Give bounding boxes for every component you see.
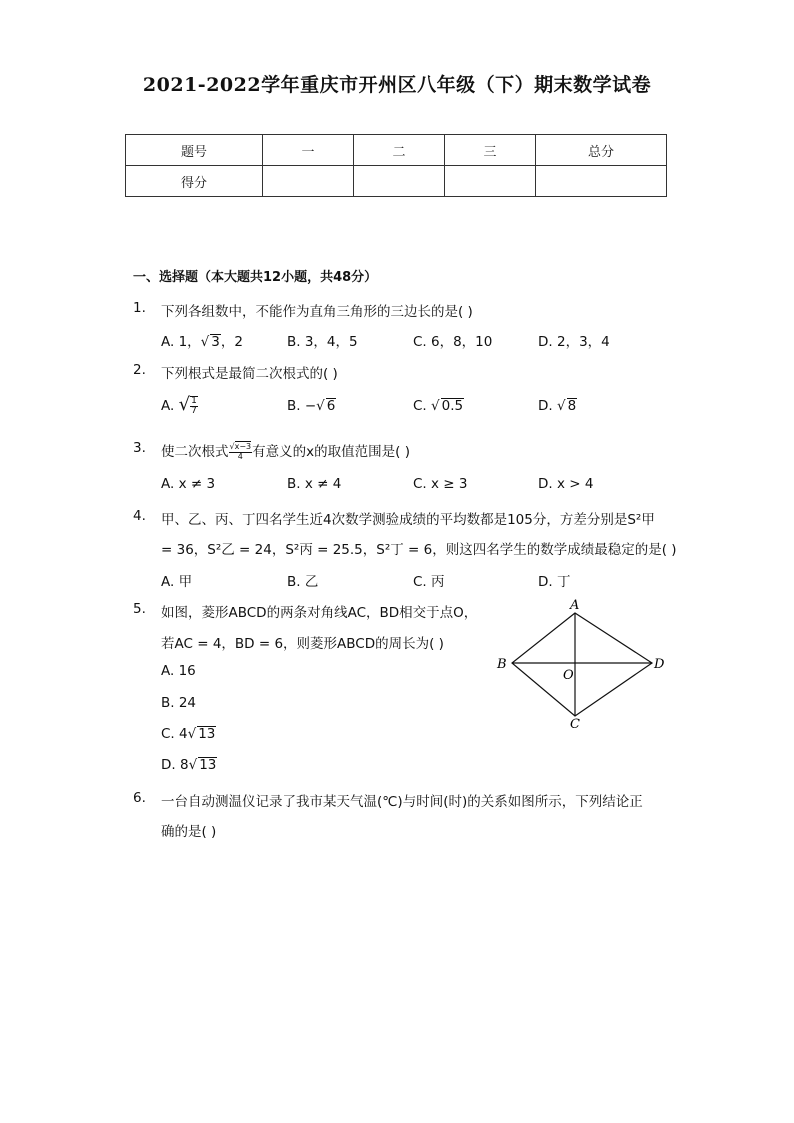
paper-title: 2021-2022学年重庆市开州区八年级（下）期末数学试卷 [142, 74, 652, 96]
question-text: 有意义的x的取值范围是( ) [252, 444, 410, 460]
header-cell: 三 [445, 135, 536, 166]
question-text-wrap [161, 440, 410, 461]
option-a[interactable]: A. 16 [161, 663, 196, 679]
fraction-numerator: 1 [191, 395, 197, 406]
option-b[interactable]: B. 3，4，5 [287, 334, 358, 350]
option-d[interactable]: D. 丁 [538, 574, 571, 590]
sqrt-symbol: √ [556, 398, 566, 414]
center-label-o: O [563, 668, 574, 683]
option-c[interactable]: C. x ≥ 3 [413, 476, 468, 492]
option-text: C. [413, 398, 427, 414]
fraction-numerator: x−3 [234, 442, 252, 452]
section-heading: 一、选择题（本大题共12小题，共48分） [133, 270, 378, 285]
fraction-denominator: 4 [237, 451, 243, 461]
sqrt-symbol: √ [188, 757, 198, 773]
question-number: 2. [133, 362, 146, 378]
option-text: C. 4 [161, 726, 188, 742]
score-table [125, 134, 667, 197]
vertex-label-b: B [497, 657, 507, 672]
sqrt-symbol: √ [178, 394, 191, 415]
option-a[interactable] [161, 394, 198, 416]
option-b[interactable]: B. 乙 [287, 574, 319, 590]
radicand: 6 [326, 398, 336, 414]
header-cell: 一 [263, 135, 354, 166]
header-cell: 二 [354, 135, 445, 166]
option-a[interactable]: A. 甲 [161, 574, 193, 590]
option-b[interactable]: B. x ≠ 4 [287, 476, 342, 492]
option-b[interactable] [287, 398, 336, 414]
option-d[interactable]: D. 2，3，4 [538, 334, 610, 350]
question-number: 4. [133, 508, 146, 524]
option-a[interactable] [161, 330, 243, 350]
vertex-label-d: D [654, 657, 665, 672]
vertex-label-c: C [570, 717, 580, 730]
option-d[interactable] [538, 398, 577, 414]
option-text: A. [161, 398, 175, 414]
question-text: 下列各组数中，不能作为直角三角形的三边长的是( ) [161, 304, 473, 320]
rhombus-diagram [490, 595, 670, 730]
radicand: 3 [211, 334, 220, 350]
fraction [190, 396, 198, 417]
sqrt-symbol: √ [200, 334, 210, 350]
question-number: 1. [133, 300, 146, 316]
row-label-cell: 得分 [126, 166, 263, 197]
question-text: 下列根式是最简二次根式的( ) [161, 366, 338, 382]
score-cell[interactable] [354, 166, 445, 197]
score-cell[interactable] [445, 166, 536, 197]
score-cell[interactable] [263, 166, 354, 197]
option-text: D. 8 [161, 757, 189, 773]
option-c[interactable]: C. 6，8，10 [413, 334, 493, 350]
question-text-line2: 若AC = 4，BD = 6，则菱形ABCD的周长为( ) [161, 636, 444, 652]
fraction-denominator: 7 [191, 406, 197, 416]
option-c[interactable] [161, 726, 216, 742]
option-c[interactable] [413, 398, 464, 414]
option-b[interactable]: B. 24 [161, 695, 197, 711]
header-cell: 总分 [536, 135, 667, 166]
question-number: 3. [133, 440, 146, 456]
score-table-header-row [126, 135, 667, 166]
rhombus-outline [512, 613, 652, 716]
option-text: ，2 [220, 334, 243, 350]
question-text: 使二次根式 [161, 444, 229, 460]
option-text: A. 1， [161, 334, 201, 350]
question-text-line1: 甲、乙、丙、丁四名学生近4次数学测验成绩的平均数都是105分，方差分别是S²甲 [161, 512, 655, 528]
radicand: 13 [199, 757, 217, 773]
option-d[interactable]: D. x > 4 [538, 476, 594, 492]
option-text: D. [538, 398, 553, 414]
question-text-line1: 一台自动测温仪记录了我市某天气温(℃)与时间(时)的关系如图所示，下列结论正 [161, 794, 643, 810]
option-c[interactable]: C. 丙 [413, 574, 445, 590]
question-text-line2: = 36，S²乙 = 24，S²丙 = 25.5，S²丁 = 6，则这四名学生的数学成绩最稳定的是( ) [161, 542, 677, 558]
question-text-line2: 确的是( ) [161, 824, 217, 840]
sqrt-symbol: √ [316, 398, 325, 414]
sqrt-symbol: √ [187, 726, 197, 742]
score-cell[interactable] [536, 166, 667, 197]
score-table-score-row [126, 166, 667, 197]
fraction-numerator-wrap: √x−3 [229, 442, 252, 452]
option-text: B. − [287, 398, 317, 414]
fraction [229, 443, 253, 461]
question-number: 5. [133, 601, 146, 617]
radicand: 13 [198, 726, 216, 742]
header-cell: 题号 [126, 135, 263, 166]
vertex-label-a: A [570, 598, 580, 613]
option-a[interactable]: A. x ≠ 3 [161, 476, 216, 492]
radicand: 0.5 [441, 398, 464, 414]
option-d[interactable] [161, 757, 217, 773]
question-text-line1: 如图，菱形ABCD的两条对角线AC，BD相交于点O， [161, 605, 478, 621]
radicand: 8 [567, 398, 577, 414]
question-number: 6. [133, 790, 146, 806]
sqrt-symbol: √ [431, 398, 440, 414]
